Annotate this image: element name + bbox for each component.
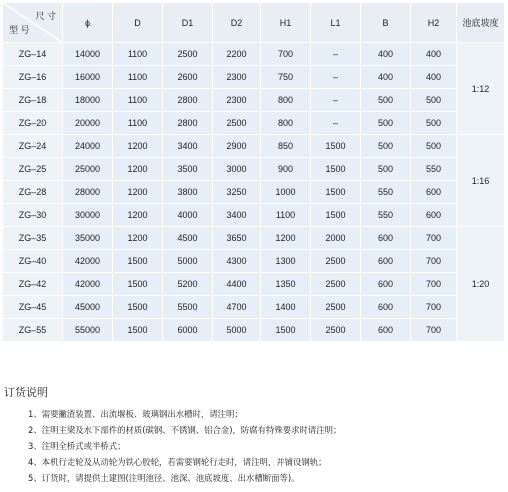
header-l1: L1 bbox=[311, 3, 361, 43]
value-cell: 1200 bbox=[113, 135, 163, 158]
header-d: D bbox=[113, 3, 163, 43]
note-line: 1、需要撇渣装置、出流堰板、玻璃钢出水槽时，请注明； bbox=[28, 409, 243, 419]
value-cell: 3500 bbox=[163, 158, 213, 181]
note-line: 5、订货时，请提供土建图(注明池径、池深、池底坡度、出水槽断面等)。 bbox=[28, 473, 300, 483]
value-cell: 500 bbox=[411, 112, 457, 135]
header-d2: D2 bbox=[213, 3, 261, 43]
spec-table bbox=[2, 2, 505, 342]
slope-cell: 1:12 bbox=[457, 43, 505, 135]
model-cell: ZG–20 bbox=[3, 112, 63, 135]
value-cell: 2900 bbox=[213, 135, 261, 158]
value-cell: 2500 bbox=[311, 319, 361, 342]
value-cell: 1200 bbox=[113, 158, 163, 181]
model-cell: ZG–28 bbox=[3, 181, 63, 204]
dimension-label: 尺 寸 bbox=[35, 11, 56, 21]
value-cell: 2800 bbox=[163, 112, 213, 135]
table-row bbox=[3, 273, 505, 296]
header-row bbox=[3, 3, 505, 43]
value-cell: 2000 bbox=[311, 227, 361, 250]
header-h2: H2 bbox=[411, 3, 457, 43]
note-line: 3、注明全桥式或半桥式； bbox=[28, 441, 126, 451]
value-cell: 500 bbox=[361, 158, 411, 181]
value-cell: 700 bbox=[411, 273, 457, 296]
value-cell: 500 bbox=[411, 135, 457, 158]
value-cell: 1300 bbox=[261, 250, 311, 273]
value-cell: 1400 bbox=[261, 296, 311, 319]
value-cell: 1200 bbox=[113, 204, 163, 227]
value-cell: 400 bbox=[361, 43, 411, 66]
value-cell: 500 bbox=[361, 112, 411, 135]
value-cell: 2800 bbox=[163, 89, 213, 112]
table-row bbox=[3, 112, 505, 135]
table-row bbox=[3, 181, 505, 204]
model-label: 型 号 bbox=[9, 25, 30, 35]
value-cell: 4400 bbox=[213, 273, 261, 296]
value-cell: 2500 bbox=[163, 43, 213, 66]
value-cell: 600 bbox=[411, 204, 457, 227]
model-cell: ZG–35 bbox=[3, 227, 63, 250]
header-corner-cell bbox=[3, 3, 63, 43]
value-cell: 500 bbox=[411, 89, 457, 112]
header-h1: H1 bbox=[261, 3, 311, 43]
order-notes bbox=[4, 384, 504, 486]
value-cell: 1100 bbox=[113, 66, 163, 89]
value-cell: 1500 bbox=[113, 319, 163, 342]
notes-title: 订货说明 bbox=[4, 386, 48, 399]
value-cell: 3400 bbox=[213, 204, 261, 227]
value-cell: 3800 bbox=[163, 181, 213, 204]
value-cell: 4000 bbox=[163, 204, 213, 227]
value-cell: 4500 bbox=[163, 227, 213, 250]
value-cell: 500 bbox=[361, 135, 411, 158]
value-cell: 6000 bbox=[163, 319, 213, 342]
value-cell: 400 bbox=[361, 66, 411, 89]
value-cell: 1100 bbox=[113, 112, 163, 135]
model-cell: ZG–55 bbox=[3, 319, 63, 342]
value-cell: 400 bbox=[411, 66, 457, 89]
value-cell: 750 bbox=[261, 66, 311, 89]
value-cell: 600 bbox=[361, 273, 411, 296]
value-cell: 30000 bbox=[63, 204, 113, 227]
value-cell: 5000 bbox=[213, 319, 261, 342]
table-row bbox=[3, 250, 505, 273]
value-cell: 600 bbox=[361, 250, 411, 273]
value-cell: – bbox=[311, 66, 361, 89]
value-cell: 700 bbox=[261, 43, 311, 66]
note-line: 2、注明主梁及水下部件的材质(碳钢、不锈钢、铝合金)，防腐有特殊要求时请注明； bbox=[28, 425, 342, 435]
value-cell: 1100 bbox=[261, 204, 311, 227]
value-cell: 550 bbox=[361, 181, 411, 204]
value-cell: 5200 bbox=[163, 273, 213, 296]
table-row bbox=[3, 43, 505, 66]
value-cell: 2500 bbox=[213, 112, 261, 135]
value-cell: 42000 bbox=[63, 273, 113, 296]
value-cell: 5000 bbox=[163, 250, 213, 273]
model-cell: ZG–40 bbox=[3, 250, 63, 273]
value-cell: 20000 bbox=[63, 112, 113, 135]
model-cell: ZG–14 bbox=[3, 43, 63, 66]
value-cell: 600 bbox=[361, 296, 411, 319]
value-cell: 800 bbox=[261, 112, 311, 135]
value-cell: 2500 bbox=[311, 250, 361, 273]
value-cell: 1500 bbox=[311, 181, 361, 204]
value-cell: 35000 bbox=[63, 227, 113, 250]
table-row bbox=[3, 66, 505, 89]
value-cell: – bbox=[311, 89, 361, 112]
value-cell: 5500 bbox=[163, 296, 213, 319]
value-cell: 3650 bbox=[213, 227, 261, 250]
value-cell: 1500 bbox=[261, 319, 311, 342]
table-row bbox=[3, 204, 505, 227]
value-cell: 600 bbox=[411, 181, 457, 204]
table-row bbox=[3, 135, 505, 158]
value-cell: 1500 bbox=[113, 250, 163, 273]
value-cell: 700 bbox=[411, 250, 457, 273]
model-cell: ZG–45 bbox=[3, 296, 63, 319]
value-cell: 2600 bbox=[163, 66, 213, 89]
value-cell: 2500 bbox=[311, 296, 361, 319]
value-cell: 3400 bbox=[163, 135, 213, 158]
value-cell: 900 bbox=[261, 158, 311, 181]
slope-cell: 1:20 bbox=[457, 227, 505, 342]
table-row bbox=[3, 89, 505, 112]
value-cell: – bbox=[311, 112, 361, 135]
value-cell: 16000 bbox=[63, 66, 113, 89]
value-cell: 1200 bbox=[261, 227, 311, 250]
value-cell: 600 bbox=[361, 319, 411, 342]
value-cell: 1100 bbox=[113, 43, 163, 66]
table-row bbox=[3, 319, 505, 342]
note-line: 4、本机行走轮及从动轮为铁心胶轮，若需要钢轮行走时，请注明，并铺设钢轨； bbox=[28, 457, 327, 467]
model-cell: ZG–24 bbox=[3, 135, 63, 158]
value-cell: 3250 bbox=[213, 181, 261, 204]
value-cell: 45000 bbox=[63, 296, 113, 319]
value-cell: – bbox=[311, 43, 361, 66]
value-cell: 400 bbox=[411, 43, 457, 66]
value-cell: 850 bbox=[261, 135, 311, 158]
value-cell: 700 bbox=[411, 227, 457, 250]
value-cell: 1100 bbox=[113, 89, 163, 112]
value-cell: 1500 bbox=[311, 158, 361, 181]
value-cell: 2300 bbox=[213, 89, 261, 112]
value-cell: 3000 bbox=[213, 158, 261, 181]
value-cell: 18000 bbox=[63, 89, 113, 112]
value-cell: 1000 bbox=[261, 181, 311, 204]
model-cell: ZG–42 bbox=[3, 273, 63, 296]
table-body bbox=[3, 43, 505, 342]
value-cell: 2500 bbox=[311, 273, 361, 296]
value-cell: 4300 bbox=[213, 250, 261, 273]
table-row bbox=[3, 158, 505, 181]
value-cell: 550 bbox=[411, 158, 457, 181]
header-phi: ϕ bbox=[63, 3, 113, 43]
value-cell: 550 bbox=[361, 204, 411, 227]
value-cell: 1500 bbox=[113, 273, 163, 296]
value-cell: 600 bbox=[361, 227, 411, 250]
value-cell: 4700 bbox=[213, 296, 261, 319]
value-cell: 25000 bbox=[63, 158, 113, 181]
model-cell: ZG–18 bbox=[3, 89, 63, 112]
value-cell: 1500 bbox=[113, 296, 163, 319]
value-cell: 42000 bbox=[63, 250, 113, 273]
value-cell: 24000 bbox=[63, 135, 113, 158]
header-d1: D1 bbox=[163, 3, 213, 43]
value-cell: 700 bbox=[411, 319, 457, 342]
table-row bbox=[3, 296, 505, 319]
value-cell: 1350 bbox=[261, 273, 311, 296]
header-slope: 池底坡度 bbox=[457, 3, 505, 43]
value-cell: 1500 bbox=[311, 204, 361, 227]
value-cell: 1200 bbox=[113, 227, 163, 250]
value-cell: 700 bbox=[411, 296, 457, 319]
value-cell: 1500 bbox=[311, 135, 361, 158]
value-cell: 2200 bbox=[213, 43, 261, 66]
value-cell: 2300 bbox=[213, 66, 261, 89]
value-cell: 14000 bbox=[63, 43, 113, 66]
slope-cell: 1:16 bbox=[457, 135, 505, 227]
header-b: B bbox=[361, 3, 411, 43]
value-cell: 1200 bbox=[113, 181, 163, 204]
model-cell: ZG–25 bbox=[3, 158, 63, 181]
value-cell: 28000 bbox=[63, 181, 113, 204]
model-cell: ZG–16 bbox=[3, 66, 63, 89]
value-cell: 55000 bbox=[63, 319, 113, 342]
table-row bbox=[3, 227, 505, 250]
value-cell: 500 bbox=[361, 89, 411, 112]
value-cell: 800 bbox=[261, 89, 311, 112]
model-cell: ZG–30 bbox=[3, 204, 63, 227]
